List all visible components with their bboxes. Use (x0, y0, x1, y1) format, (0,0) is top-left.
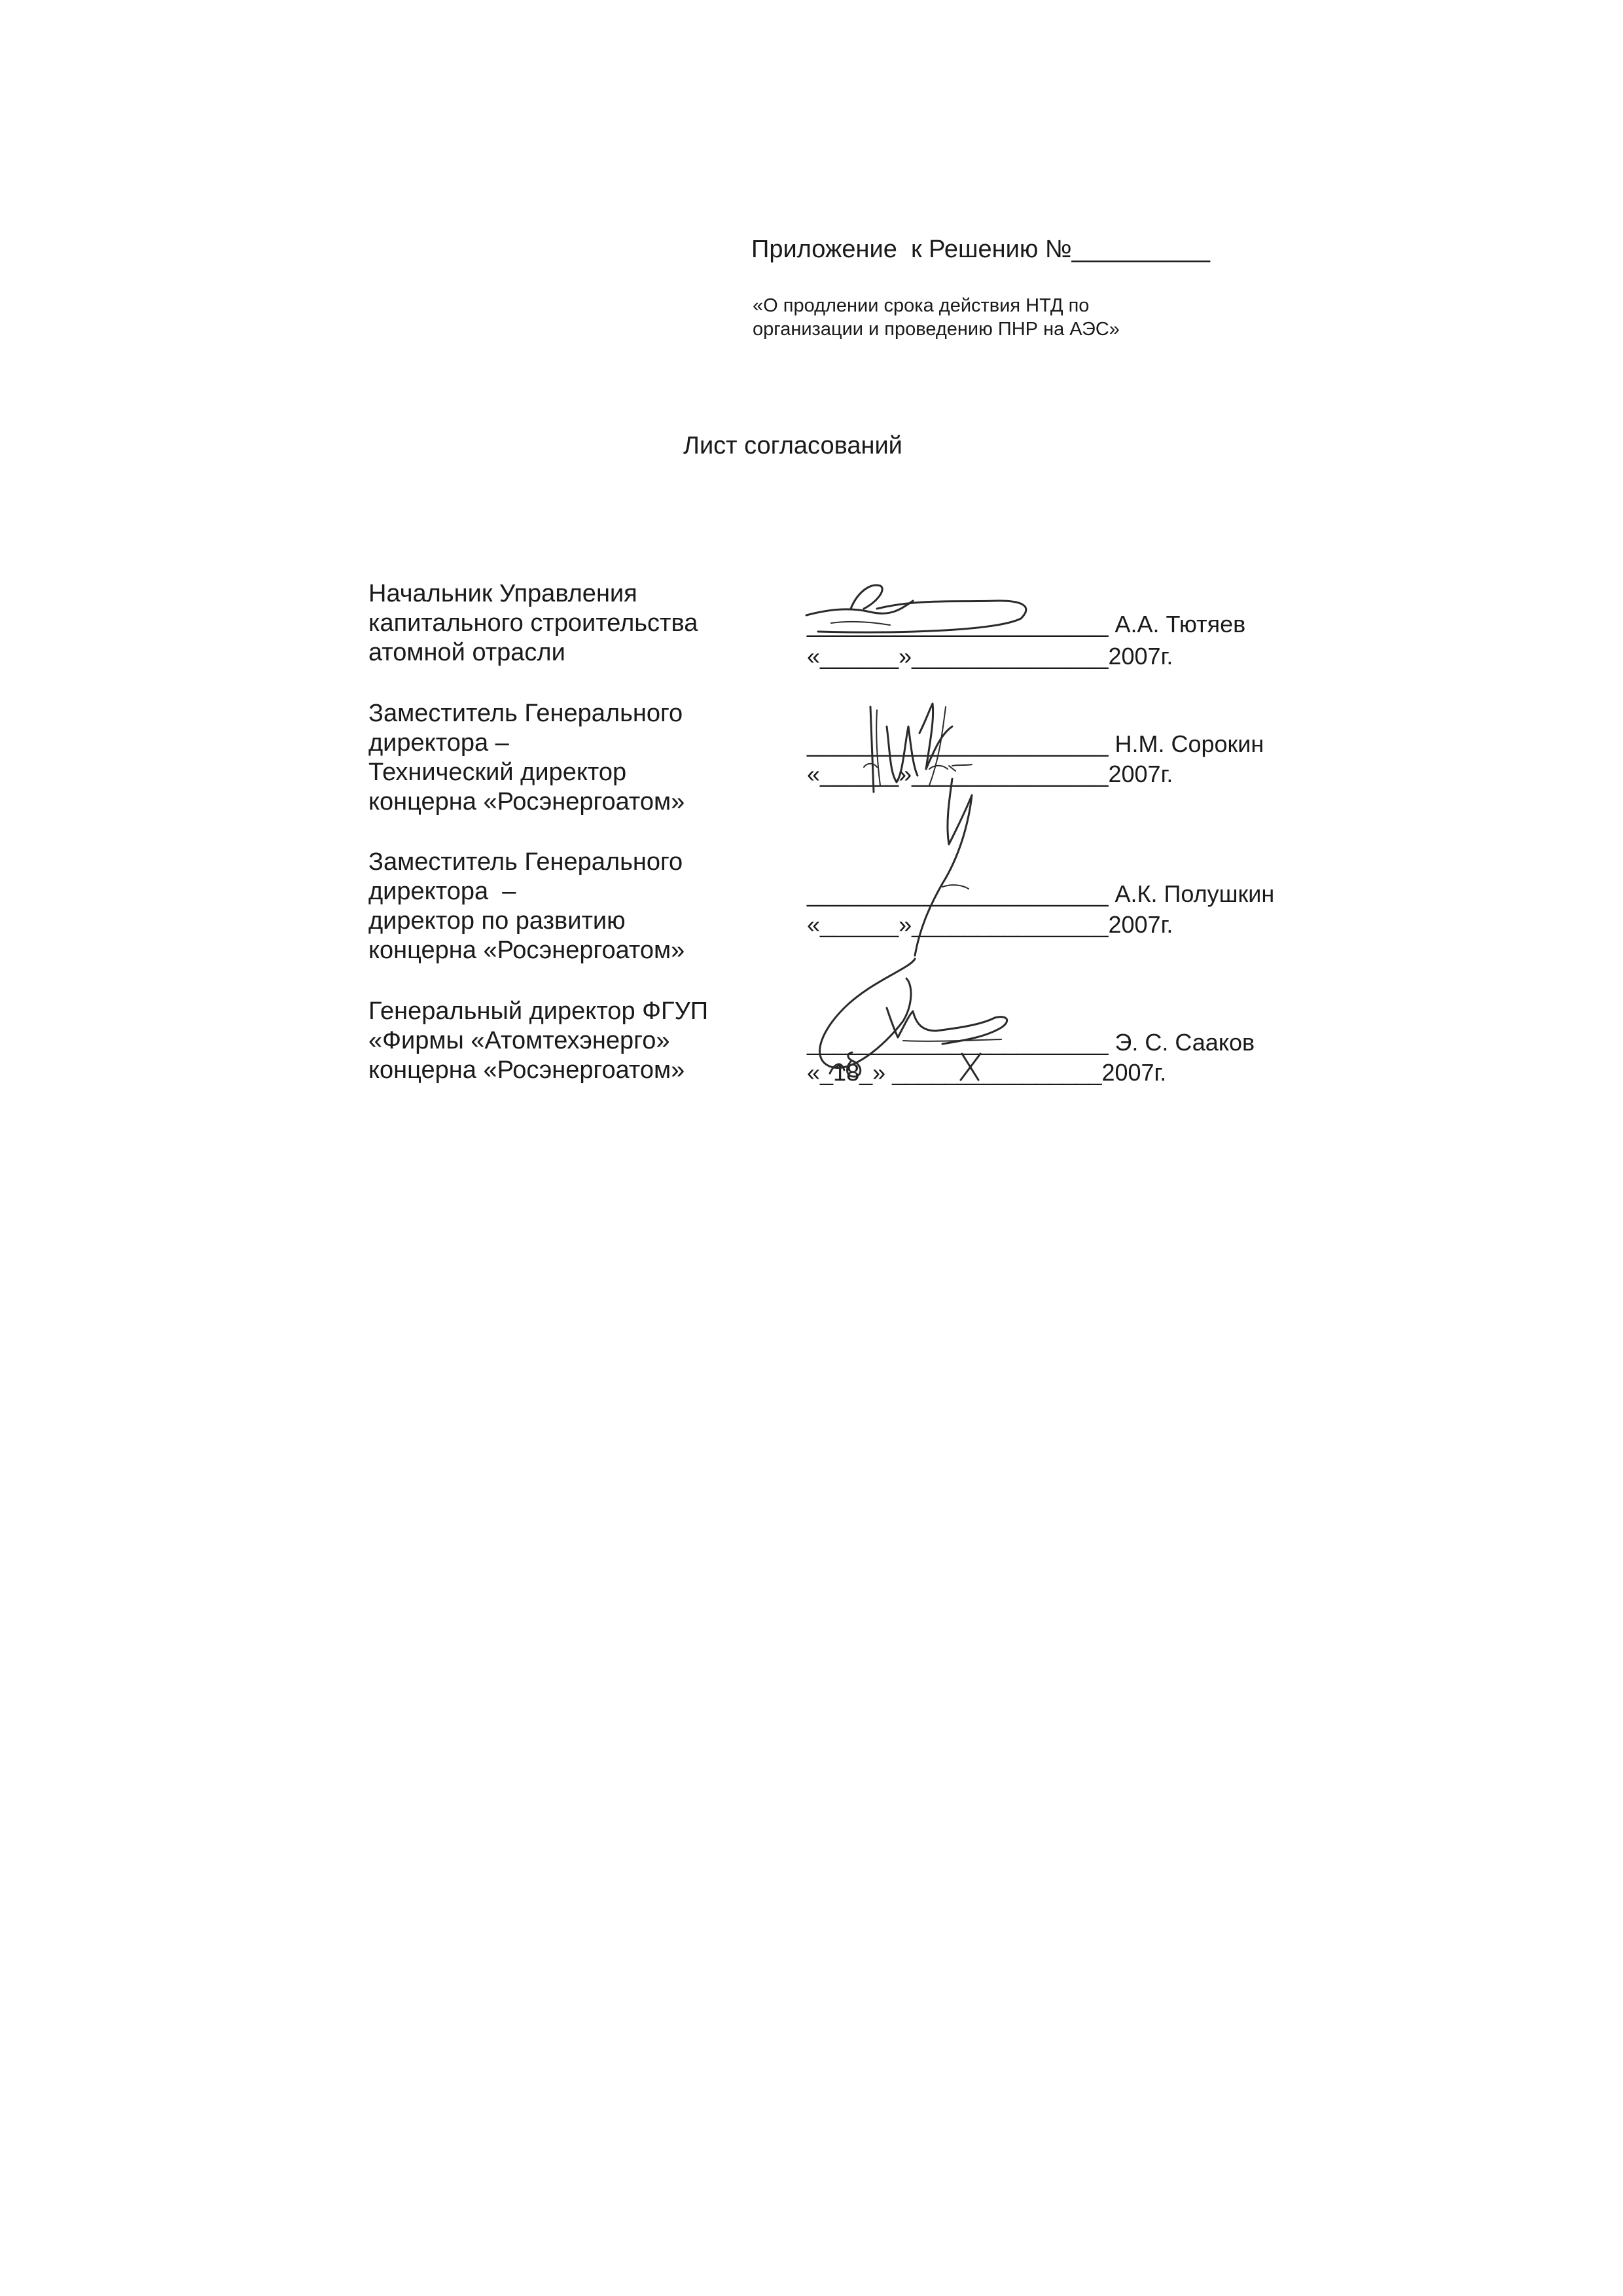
approval-2-signature-line: _______________________ Н.М. Сорокин (807, 730, 1264, 757)
approval-2-position-line-4: концерна «Росэнергоатом» (368, 788, 685, 816)
approval-1-signature-line: _______________________ А.А. Тютяев (807, 611, 1246, 637)
appendix-line: Приложение к Решению №__________ (751, 236, 1210, 263)
approval-4-date-line: «_18_» ________________2007г. (807, 1059, 1167, 1086)
approval-4-position-line-2: «Фирмы «Атомтехэнерго» (368, 1027, 670, 1054)
approval-1-position-line-2: капитального строительства (368, 609, 698, 637)
approval-1-position-line-1: Начальник Управления (368, 580, 637, 607)
approval-2-position-line-1: Заместитель Генерального (368, 700, 683, 727)
approval-4-signature-line: _______________________ Э. С. Сааков (807, 1029, 1255, 1056)
approval-3-position-line-4: концерна «Росэнергоатом» (368, 937, 685, 964)
page-title: Лист согласований (683, 432, 902, 459)
approval-3-position-line-1: Заместитель Генерального (368, 848, 683, 876)
subtitle-line-1: «О продлении срока действия НТД по (753, 295, 1090, 316)
approval-2-position-line-3: Технический директор (368, 759, 627, 786)
signature-2 (870, 704, 972, 792)
handwritten-date-4 (830, 1052, 980, 1080)
approval-3-date-line: «______»_______________2007г. (807, 911, 1173, 938)
approval-3-position-line-2: директора – (368, 878, 516, 905)
approval-2-position-line-2: директора – (368, 729, 509, 757)
signature-3 (915, 779, 972, 956)
approval-1-position-line-3: атомной отрасли (368, 639, 565, 666)
approval-1-date-line: «______»_______________2007г. (807, 643, 1173, 670)
signature-4 (820, 959, 1007, 1068)
approval-3-position-line-3: директор по развитию (368, 907, 626, 935)
approval-3-signature-line: _______________________ А.К. Полушкин (807, 880, 1275, 907)
approval-4-position-line-3: концерна «Росэнергоатом» (368, 1056, 685, 1084)
subtitle-line-2: организации и проведению ПНР на АЭС» (753, 319, 1120, 340)
approval-2-date-line: «______»_______________2007г. (807, 761, 1173, 787)
signature-1 (806, 585, 1026, 632)
approval-4-position-line-1: Генеральный директор ФГУП (368, 997, 709, 1025)
